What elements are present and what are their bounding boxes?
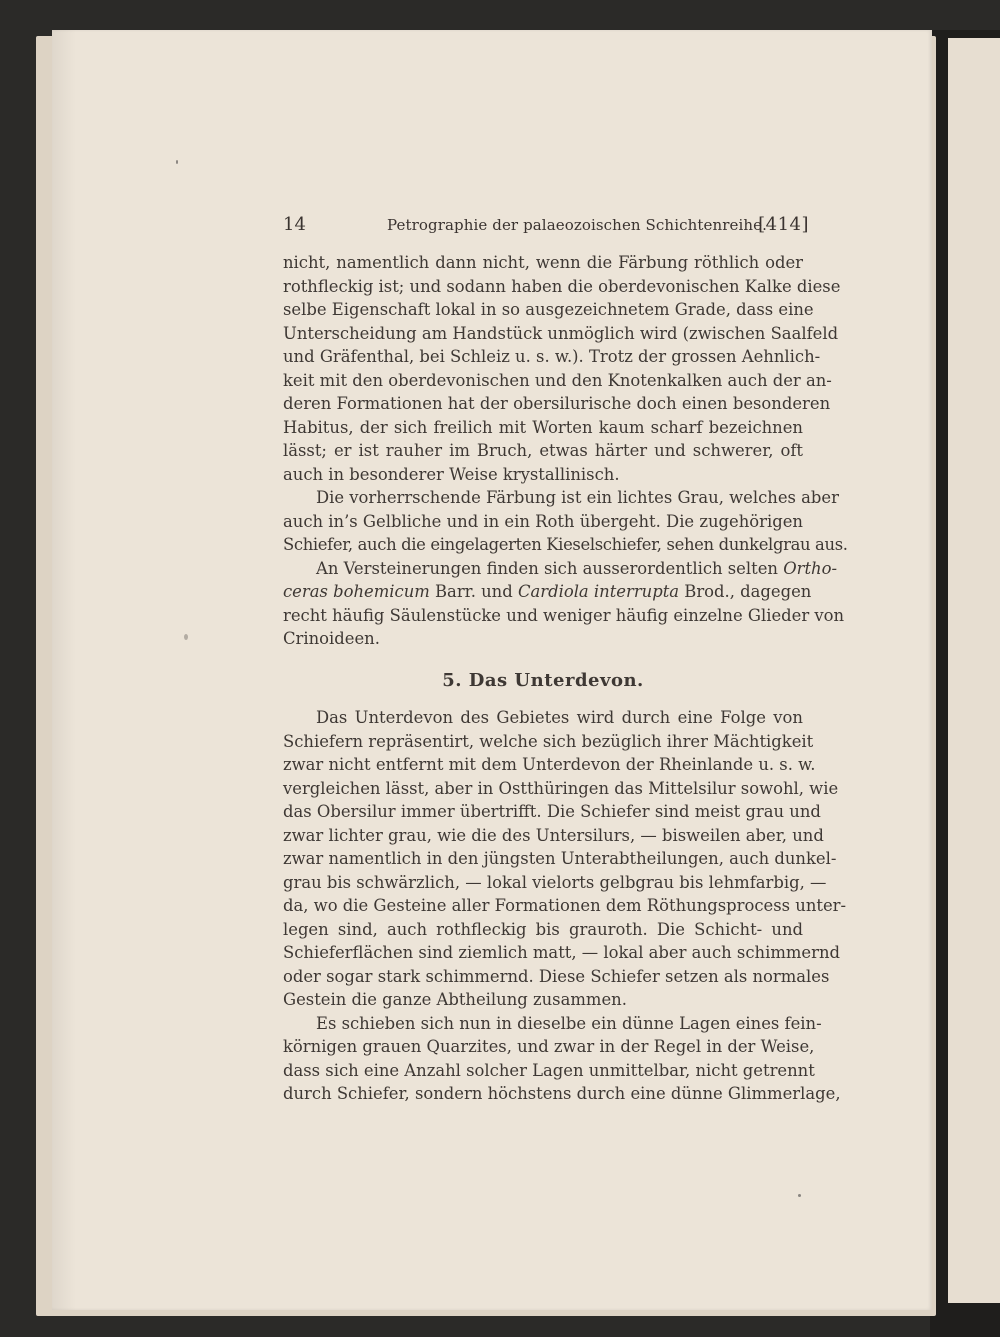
page-number: 14 xyxy=(283,214,306,235)
text-line: zwar namentlich in den jüngsten Unterabtheilungen, auch dunkel- xyxy=(283,849,837,868)
text-line: recht häufig Säulenstücke und weniger häufig einzelne Glieder von xyxy=(283,605,845,625)
text-line: grau bis schwärzlich, — lokal vielorts gelbgrau bis lehmfarbig, — xyxy=(283,872,827,892)
text-line: Habitus, der sich freilich mit Worten kaum scharf bezeichnen xyxy=(283,417,803,437)
text-run: Barr. und xyxy=(429,582,518,601)
paragraph-3 xyxy=(283,557,845,651)
paper-speck xyxy=(184,634,188,640)
text-line xyxy=(283,557,838,581)
text-line: legen sind, auch rothfleckig bis grauroth. Die Schicht- und xyxy=(283,919,803,939)
text-line: oder sogar stark schimmernd. Diese Schiefer setzen als normales xyxy=(283,966,830,986)
text-line: das Obersilur immer übertrifft. Die Schiefer sind meist grau und xyxy=(283,802,821,821)
body-text xyxy=(283,251,848,1106)
text-line: Schieferflächen sind ziemlich matt, — lokal aber auch schimmernd xyxy=(283,943,840,962)
taxon-name: Cardiola interrupta xyxy=(517,582,680,601)
text-line xyxy=(283,580,812,604)
page-gutter-shadow xyxy=(52,30,76,1310)
running-title: Petrographie der palaeozoischen Schichtenreihe. xyxy=(387,216,767,234)
text-line: keit mit den oberdevonischen und den Knotenkalken auch der an- xyxy=(283,370,832,390)
paper-speck xyxy=(798,1194,801,1197)
text-line: Es schieben sich nun in dieselbe ein dünne Lagen eines fein- xyxy=(316,1013,822,1033)
text-line: rothfleckig ist; und sodann haben die oberdevonischen Kalke diese xyxy=(283,276,841,296)
page-reference: [414] xyxy=(758,214,809,235)
text-line: selbe Eigenschaft lokal in so ausgezeichnetem Grade, dass eine xyxy=(283,300,814,319)
section-heading: 5. Das Unterdevon. xyxy=(442,669,644,691)
text-line: dass sich eine Anzahl solcher Lagen unmittelbar, nicht getrennt xyxy=(283,1060,815,1080)
text-line: durch Schiefer, sondern höchstens durch eine dünne Glimmerlage, xyxy=(283,1084,841,1103)
text-line: Gestein die ganze Abtheilung zusammen. xyxy=(283,990,627,1009)
paragraph-2 xyxy=(283,486,848,557)
paper-speck xyxy=(176,160,178,164)
text-line: vergleichen lässt, aber in Ostthüringen das Mittelsilur sowohl, wie xyxy=(283,778,839,798)
text-line: Schiefer, auch die eingelagerten Kieselschiefer, sehen dunkelgrau aus. xyxy=(283,535,848,554)
text-line: Crinoideen. xyxy=(283,629,380,648)
text-line: deren Formationen hat der obersilurische doch einen besonderen xyxy=(283,394,831,413)
text-run: An Versteinerungen finden sich ausserordentlich selten xyxy=(316,558,784,578)
taxon-name: Ortho- xyxy=(783,558,838,578)
text-line: nicht, namentlich dann nicht, wenn die Färbung röthlich oder xyxy=(283,253,803,272)
text-line: Die vorherrschende Färbung ist ein lichtes Grau, welches aber xyxy=(316,488,839,507)
text-line: körnigen grauen Quarzites, und zwar in der Regel in der Weise, xyxy=(283,1037,815,1056)
text-line: Unterscheidung am Handstück unmöglich wird (zwischen Saalfeld xyxy=(283,323,839,343)
text-line: lässt; er ist rauher im Bruch, etwas härter und schwerer, oft xyxy=(283,441,803,460)
text-line: auch in besonderer Weise krystallinisch. xyxy=(283,464,620,484)
text-line: zwar nicht entfernt mit dem Unterdevon der Rheinlande u. s. w. xyxy=(283,755,816,774)
paragraph-1 xyxy=(283,251,841,486)
text-line: Das Unterdevon des Gebietes wird durch eine Folge von xyxy=(316,708,803,727)
text-line: auch in’s Gelbliche und in ein Roth übergeht. Die zugehörigen xyxy=(283,511,803,531)
paragraph-4 xyxy=(283,706,847,1012)
text-run: Brod., dagegen xyxy=(679,582,812,601)
text-line: zwar lichter grau, wie die des Untersilurs, — bisweilen aber, und xyxy=(283,825,824,845)
text-line: da, wo die Gesteine aller Formationen dem Röthungsprocess unter- xyxy=(283,896,847,915)
paragraph-5 xyxy=(283,1012,841,1106)
taxon-name: ceras bohemicum xyxy=(283,582,430,601)
text-line: und Gräfenthal, bei Schleiz u. s. w.). Trotz der grossen Aehnlich- xyxy=(283,347,821,366)
next-page-edge xyxy=(948,38,1000,1303)
text-line: Schiefern repräsentirt, welche sich bezüglich ihrer Mächtigkeit xyxy=(283,731,814,751)
running-header xyxy=(283,214,809,240)
